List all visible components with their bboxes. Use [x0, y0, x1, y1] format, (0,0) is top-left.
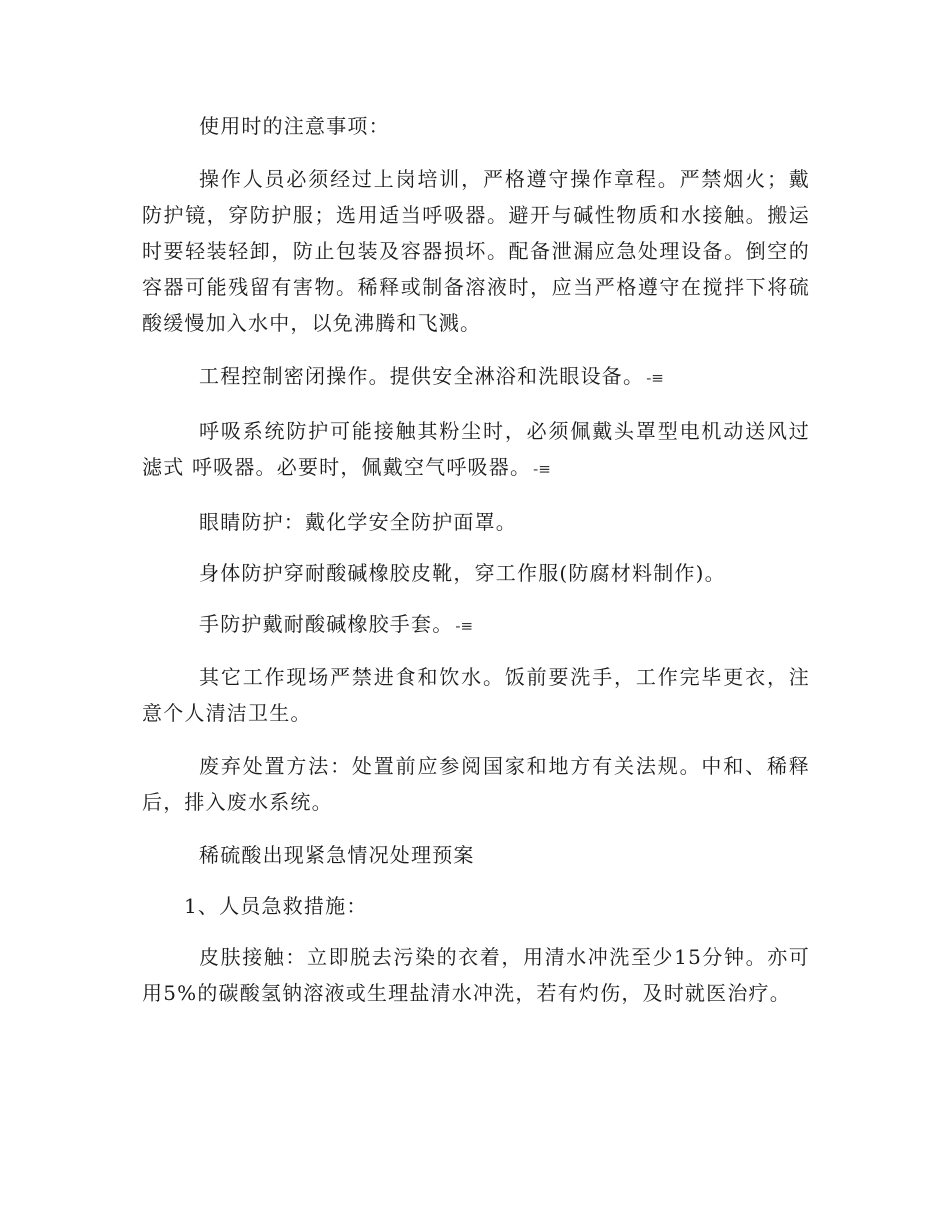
paragraph-other-precautions: 其它工作现场严禁进食和饮水。饭前要洗手，工作完毕更衣，注意个人清洁卫生。: [142, 665, 810, 725]
paragraph-operation-rules: 操作人员必须经过上岗培训，严格遵守操作章程。严禁烟火；戴防护镜，穿防护服；选用适当呼吸器。避开与碱性物质和水接触。搬运时要轻装轻卸，防止包装及容器损坏。配备泄漏应急处理设备。倒空的容器可能残留有害物。稀释或制备溶液时，应当严格遵守在搅拌下将硫酸缓慢加入水中，以免沸腾和飞溅。: [142, 167, 810, 335]
paragraph-eye-protection: 眼睛防护：戴化学安全防护面罩。: [199, 510, 517, 534]
heading-first-aid: 1、人员急救措施：: [184, 894, 368, 918]
paragraph-respiratory-protection: 呼吸系统防护可能接触其粉尘时，必须佩戴头罩型电机动送风过滤式 呼吸器。必要时，佩戴空气呼吸器。 -≡: [142, 419, 810, 479]
paragraph-body-protection: 身体防护穿耐酸碱橡胶皮靴，穿工作服(防腐材料制作)。: [199, 561, 726, 585]
paragraph-skin-contact: 皮肤接触：立即脱去污染的衣着，用清水冲洗至少15分钟。亦可用5%的碳酸氢钠溶液或生理盐清水冲洗，若有灼伤，及时就医治疗。: [142, 945, 810, 1005]
paragraph-mark: -≡: [533, 460, 551, 478]
paragraph-engineering-control: 工程控制密闭操作。提供安全淋浴和洗眼设备。 -≡: [199, 364, 664, 388]
paragraph-hand-protection: 手防护戴耐酸碱橡胶手套。 -≡: [199, 612, 474, 636]
paragraph-mark: -≡: [646, 369, 664, 387]
heading-usage-precautions: 使用时的注意事项：: [199, 114, 390, 138]
paragraph-mark: -≡: [455, 617, 474, 635]
document-body: [142, 108, 810, 1028]
heading-emergency-plan: 稀硫酸出现紧急情况处理预案: [199, 843, 475, 867]
paragraph-waste-disposal: 废弃处置方法：处置前应参阅国家和地方有关法规。中和、稀释后，排入废水系统。: [142, 754, 810, 814]
